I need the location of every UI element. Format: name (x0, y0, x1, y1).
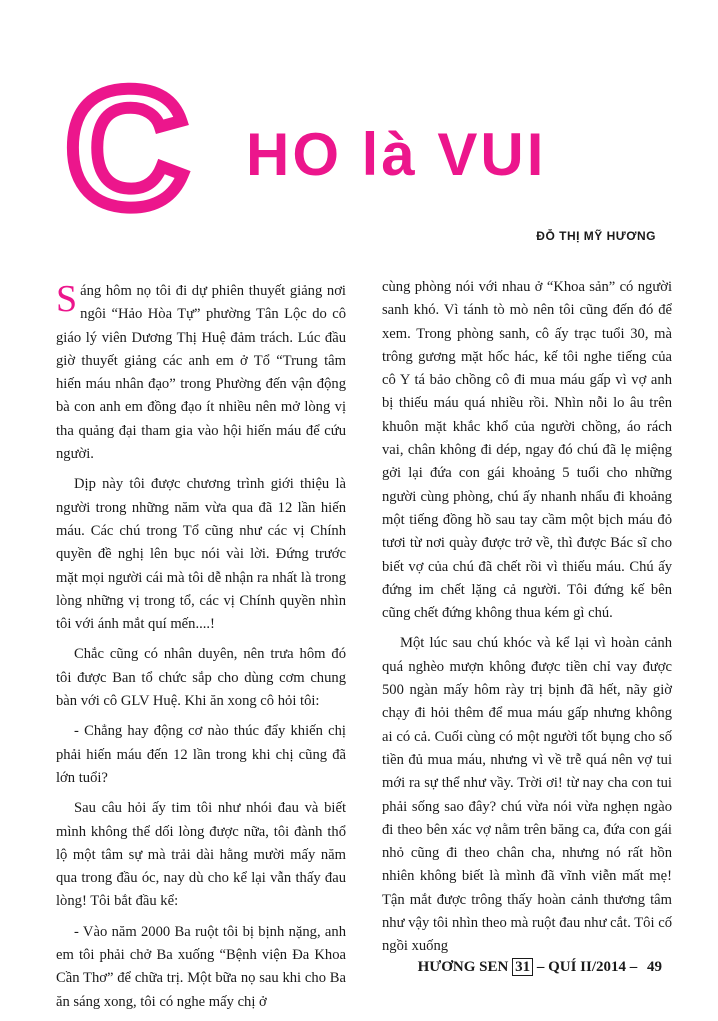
page-footer (418, 958, 662, 976)
title-text: HO là VUI (246, 121, 547, 188)
drop-cap: S (56, 278, 78, 320)
page-number: 49 (647, 959, 662, 975)
author-name: ĐỖ THỊ MỸ HƯƠNG (536, 229, 656, 243)
paragraph: - Vào năm 2000 Ba ruột tôi bị bịnh nặng, anh em tôi phải chở Ba xuống “Bệnh viện Đa Khoa Cần Thơ” để chữa trị. Một bữa nọ sau khi cho Ba ăn sáng xong, tôi có nghe mấy chị ở (56, 923, 346, 1010)
issue-quarter: – QUÍ II/2014 – (536, 959, 638, 975)
title-initial: C (66, 54, 188, 242)
paragraph: Dịp này tôi được chương trình giới thiệu là người trong những năm vừa qua đã 12 lần hiến máu. Các chú trong Tổ cũng như các vị Chính quyền đề nghị lên bục nói vài lời. Đứng trước mặt mọi người cái mà tôi dễ nhận ra nhất là trong lòng những vị trong tổ, các vị Chính quyền nhìn tôi với ánh mắt quí mến....! (56, 476, 346, 633)
paragraph: - Chẳng hay động cơ nào thúc đẩy khiến chị phải hiến máu đến 12 lần trong khi chị cũng đã lớn tuổi? (56, 723, 346, 786)
left-column (56, 280, 346, 1021)
paragraph: cùng phòng nói với nhau ở “Khoa sản” có người sanh khó. Vì tánh tò mò nên tôi cũng đến đó để xem. Trong phòng sanh, cô ấy trạc tuổi 30, mà trông gương mặt hốc hác, kế tôi nghe tiếng của cô Y tá bảo chồng cô đi mua máu gấp vì vợ anh bị thiếu máu quá nhiều rồi. Nhìn nỗi lo âu trên khuôn mặt khắc khổ của người chồng, áo rách vai, chân không đi dép, ngay đó chú đã lẹ miệng gởi lại đứa con gái khoảng 5 tuổi cho những người cùng phòng, chú ấy nhanh nhẩu đi khoảng một tiếng đồng hồ sau tay cầm một bịch máu đỏ tươi từ nơi quày được trở về, thì được Bác sĩ cho biết vợ của chú đã chết rồi vì thiếu máu. Chú ấy đứng im chết lặng cả người. Tôi đứng kế bên cũng chết đứng không thua kém gì chú. (382, 279, 672, 622)
issue-number: 31 (512, 958, 533, 976)
paragraph: Sáng hôm nọ tôi đi dự phiên thuyết giảng nơi ngôi “Hảo Hòa Tự” phường Tân Lộc do cô giáo lý viên Dương Thị Huệ đảm trách. Lúc đầu giờ thuyết giảng các anh em ở Tổ “Trung tâm hiến máu nhân đạo” trong Phường đến vận động bà con anh em đồng đạo ít nhiều nên mở lòng vị tha quảng đại tham gia vào hội hiến máu để cứu người. (56, 278, 346, 463)
paragraph: Sau câu hỏi ấy tim tôi như nhói đau và biết mình không thể dối lòng được nữa, tôi đành thổ lộ một tâm sự mà trải dài hằng mười mấy năm qua trong đầu óc, nay dù cho kể lại vẫn thấy đau lòng! Tôi bắt đầu kể: (56, 800, 346, 910)
right-column (382, 276, 672, 966)
paragraph: Một lúc sau chú khóc và kể lại vì hoàn cảnh quá nghèo mượn không được tiền chỉ vay được 500 ngàn mấy hôm rày trị bịnh đã hết, nãy giờ chạy đi hỏi thêm để mua máu gấp nhưng không ai có cả. Cuối cùng có một người tốt bụng cho số tiền đủ mua máu, nhưng vì về trễ quá nên vợ tui mới ra sự thể như vầy. Trời ơi! từ nay cha con tui phải sống sao đây? chú vừa nói vừa nghẹn ngào đi theo bên xác vợ nằm trên băng ca, đứa con gái nhỏ cũng đi theo chân cha, nhưng nó rất hồn nhiên không biết là mình đã vĩnh viễn mất mẹ! Tận mắt được trông thấy hoàn cảnh thương tâm như vậy tôi nhìn theo mà ruột đau như cắt. Tôi cố ngồi xuống (382, 635, 672, 955)
magazine-name: HƯƠNG SEN (417, 959, 509, 975)
paragraph: Chắc cũng có nhân duyên, nên trưa hôm đó tôi được Ban tổ chức sắp cho dùng cơm chung bàn với cô GLV Huệ. Khi ăn xong cô hỏi tôi: (56, 646, 346, 710)
